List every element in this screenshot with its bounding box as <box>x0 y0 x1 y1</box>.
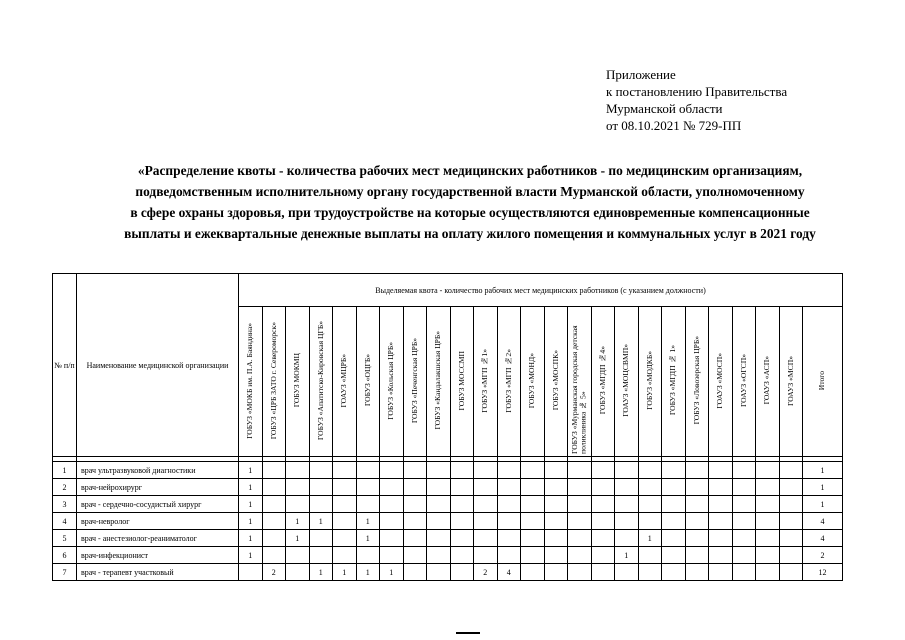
quota-cell: 1 <box>239 547 263 564</box>
quota-cell <box>380 479 404 496</box>
quota-cell <box>779 462 803 479</box>
quota-cell <box>450 513 474 530</box>
quota-cell <box>568 479 592 496</box>
quota-cell <box>356 462 380 479</box>
org-column-header <box>356 307 380 457</box>
quota-cell <box>685 513 709 530</box>
quota-cell <box>474 479 498 496</box>
total-column-header <box>803 307 843 457</box>
quota-cell <box>544 496 568 513</box>
quota-cell <box>262 513 286 530</box>
quota-cell <box>756 479 780 496</box>
row-total: 1 <box>803 462 843 479</box>
quota-cell <box>333 530 357 547</box>
quota-cell <box>779 479 803 496</box>
quota-cell <box>685 530 709 547</box>
position-name: врач - терапевт участковый <box>77 564 239 581</box>
org-column-header <box>521 307 545 457</box>
quota-cell <box>309 547 333 564</box>
quota-cell <box>333 513 357 530</box>
quota-cell <box>732 547 756 564</box>
quota-cell <box>568 462 592 479</box>
quota-cell: 1 <box>239 462 263 479</box>
quota-cell <box>756 564 780 581</box>
quota-cell <box>521 547 545 564</box>
quota-cell <box>779 513 803 530</box>
quota-cell <box>380 462 404 479</box>
quota-cell <box>732 479 756 496</box>
quota-cell <box>544 547 568 564</box>
org-column-label: ГОБУЗ «Кольская ЦРБ» <box>386 341 395 420</box>
quota-cell <box>685 462 709 479</box>
position-name: врач-нейрохирург <box>77 479 239 496</box>
quota-cell <box>403 462 427 479</box>
document-title <box>60 160 880 244</box>
quota-cell <box>497 513 521 530</box>
quota-cell: 1 <box>309 513 333 530</box>
page-footer-mark <box>456 632 480 634</box>
org-column-label: ГОБУЗ «ОЦГБ» <box>362 354 372 407</box>
org-column-header <box>615 307 639 457</box>
quota-cell <box>286 496 310 513</box>
quota-cell <box>544 479 568 496</box>
org-column-header <box>756 307 780 457</box>
quota-cell: 1 <box>239 479 263 496</box>
row-number: 3 <box>53 496 77 513</box>
quota-cell <box>380 530 404 547</box>
quota-cell <box>309 479 333 496</box>
quota-cell <box>427 479 451 496</box>
quota-cell <box>756 513 780 530</box>
quota-cell: 1 <box>380 564 404 581</box>
org-column-header <box>591 307 615 457</box>
quota-cell <box>497 496 521 513</box>
quota-cell <box>709 496 733 513</box>
row-number: 4 <box>53 513 77 530</box>
org-column-label: ГОБУЗ «МГДП № 1» <box>668 345 677 416</box>
org-column-header <box>380 307 404 457</box>
quota-cell <box>427 513 451 530</box>
org-column-label: ГОБУЗ «Ловозерская ЦРБ» <box>691 336 701 425</box>
table-row <box>53 462 843 479</box>
quota-cell <box>638 462 662 479</box>
quota-cell <box>779 547 803 564</box>
quota-cell: 1 <box>309 564 333 581</box>
quota-cell <box>380 496 404 513</box>
org-column-header <box>309 307 333 457</box>
quota-cell <box>591 513 615 530</box>
row-total: 2 <box>803 547 843 564</box>
name-header: Наименование медицинской организации <box>77 274 239 457</box>
quota-cell <box>662 462 686 479</box>
quota-cell <box>474 496 498 513</box>
quota-cell <box>286 564 310 581</box>
org-column-label: ГОБУЗ «ЦРБ ЗАТО г. Североморск» <box>268 321 278 440</box>
quota-cell <box>427 496 451 513</box>
quota-cell <box>403 530 427 547</box>
quota-cell <box>521 530 545 547</box>
quota-cell <box>427 462 451 479</box>
quota-cell <box>709 564 733 581</box>
quota-cell <box>403 564 427 581</box>
org-column-header <box>403 307 427 457</box>
quota-cell <box>521 564 545 581</box>
row-number: 1 <box>53 462 77 479</box>
quota-cell <box>521 462 545 479</box>
org-column-label: ГОБУЗ «МГДП №4» <box>597 346 607 415</box>
org-column-header <box>779 307 803 457</box>
header-row-top <box>53 274 843 307</box>
org-column-header <box>497 307 521 457</box>
quota-cell <box>615 513 639 530</box>
org-column-header <box>474 307 498 457</box>
quota-cell: 1 <box>615 547 639 564</box>
quota-cell <box>638 513 662 530</box>
quota-cell <box>709 530 733 547</box>
quota-cell: 1 <box>239 530 263 547</box>
quota-cell <box>568 530 592 547</box>
quota-cell <box>591 479 615 496</box>
quota-cell <box>333 496 357 513</box>
table-row <box>53 530 843 547</box>
position-name: врач - сердечно-сосудистый хирург <box>77 496 239 513</box>
quota-cell <box>732 564 756 581</box>
org-column-header <box>685 307 709 457</box>
quota-cell <box>568 513 592 530</box>
table-row <box>53 479 843 496</box>
quota-cell <box>286 462 310 479</box>
org-column-label: ГОАУЗ «МОЦСВМП» <box>621 344 630 417</box>
quota-cell <box>427 547 451 564</box>
quota-cell <box>709 513 733 530</box>
quota-cell: 1 <box>638 530 662 547</box>
quota-cell <box>756 496 780 513</box>
quota-cell <box>521 513 545 530</box>
quota-cell <box>356 479 380 496</box>
quota-cell <box>756 462 780 479</box>
quota-cell <box>638 479 662 496</box>
quota-cell <box>262 530 286 547</box>
quota-cell: 2 <box>474 564 498 581</box>
quota-cell <box>638 496 662 513</box>
quota-cell <box>732 462 756 479</box>
quota-cell <box>333 462 357 479</box>
org-column-label: ГОБУЗ «МОСПК» <box>550 350 560 411</box>
quota-cell <box>615 496 639 513</box>
quota-cell <box>591 530 615 547</box>
org-column-label: ГОБУЗ «МОКБ им. П.А. Баяндина» <box>245 322 254 439</box>
quota-cell <box>474 513 498 530</box>
org-column-label: ГОБУЗ «МОДКБ» <box>644 351 654 410</box>
quota-cell <box>638 564 662 581</box>
quota-cell <box>521 479 545 496</box>
org-column-header <box>450 307 474 457</box>
position-name: врач - анестезиолог-реаниматолог <box>77 530 239 547</box>
quota-cell <box>450 564 474 581</box>
table-body <box>53 457 843 581</box>
quota-cell <box>286 547 310 564</box>
quota-cell: 1 <box>356 564 380 581</box>
quota-cell <box>450 547 474 564</box>
quota-cell <box>568 564 592 581</box>
quota-cell <box>497 462 521 479</box>
org-column-header <box>709 307 733 457</box>
org-column-label: ГОБУЗ «Кандалакшская ЦРБ» <box>433 331 442 430</box>
org-column-header <box>638 307 662 457</box>
quota-cell <box>544 564 568 581</box>
row-number: 5 <box>53 530 77 547</box>
appendix-line: Приложение <box>606 67 676 82</box>
org-column-header <box>427 307 451 457</box>
org-column-label: ГОБУЗ «Печенгская ЦРБ» <box>409 337 419 424</box>
quota-cell <box>403 496 427 513</box>
org-column-label: ГОБУЗ МОКМЦ <box>292 353 301 408</box>
org-column-header <box>333 307 357 457</box>
row-total: 4 <box>803 530 843 547</box>
quota-cell <box>591 564 615 581</box>
quota-cell: 1 <box>239 513 263 530</box>
quota-cell <box>638 547 662 564</box>
quota-cell <box>544 462 568 479</box>
quota-cell <box>709 479 733 496</box>
quota-cell <box>309 496 333 513</box>
quota-cell: 1 <box>333 564 357 581</box>
appendix-block <box>606 66 787 134</box>
position-name: врач-инфекционист <box>77 547 239 564</box>
title-line: выплаты и ежеквартальные денежные выплаты на оплату жилого помещения и коммунальных услуг в 2021 году <box>124 226 816 241</box>
quota-cell <box>356 496 380 513</box>
quota-cell <box>450 530 474 547</box>
quota-cell <box>262 479 286 496</box>
title-line: в сфере охраны здоровья, при трудоустройстве на которые осуществляются единовременные компенсационные <box>130 205 810 220</box>
position-name: врач-невролог <box>77 513 239 530</box>
quota-cell <box>544 513 568 530</box>
org-column-header <box>662 307 686 457</box>
quota-cell <box>497 479 521 496</box>
quota-cell: 1 <box>356 513 380 530</box>
quota-cell <box>615 564 639 581</box>
quota-cell <box>662 496 686 513</box>
title-line: «Распределение квоты - количества рабочих мест медицинских работников - по медицинским организациям, <box>137 163 803 178</box>
quota-cell <box>591 496 615 513</box>
org-column-label: ГОАУЗ «МОСП» <box>715 352 724 409</box>
quota-cell <box>497 547 521 564</box>
quota-cell <box>403 547 427 564</box>
quota-header: Выделяемая квота - количество рабочих мест медицинских работников (с указанием должности) <box>239 274 843 307</box>
org-column-label: ГОБУЗ «МОНД» <box>527 352 536 409</box>
quota-cell <box>615 479 639 496</box>
quota-cell <box>615 462 639 479</box>
quota-cell <box>591 462 615 479</box>
position-name: врач ультразвуковой диагностики <box>77 462 239 479</box>
org-column-label: ГОАУЗ «ОГСП» <box>738 353 748 408</box>
quota-cell <box>685 496 709 513</box>
quota-cell <box>403 513 427 530</box>
org-column-label: ГОБУЗ «Апатитско-Кировская ЦГБ» <box>315 320 325 441</box>
quota-cell <box>521 496 545 513</box>
org-column-label: ГОАУЗ «МСП» <box>785 355 795 406</box>
quota-cell <box>262 462 286 479</box>
org-column-label: ГОБУЗ «Мурманская городская детская поликлиника № 5» <box>569 324 588 454</box>
org-column-label: ГОБУЗ МОССМП <box>456 350 466 411</box>
quota-cell <box>450 462 474 479</box>
quota-cell <box>732 513 756 530</box>
org-column-label: ГОБУЗ «МГП №1» <box>480 348 489 413</box>
row-total: 1 <box>803 496 843 513</box>
quota-cell <box>662 564 686 581</box>
quota-cell <box>756 530 780 547</box>
org-column-header <box>568 307 592 457</box>
row-total: 12 <box>803 564 843 581</box>
table-row <box>53 496 843 513</box>
appendix-line: к постановлению Правительства <box>606 84 788 99</box>
quota-cell <box>474 462 498 479</box>
quota-cell: 1 <box>286 513 310 530</box>
quota-cell <box>779 530 803 547</box>
quota-cell <box>568 547 592 564</box>
quota-cell <box>309 462 333 479</box>
quota-cell <box>427 530 451 547</box>
quota-cell <box>662 547 686 564</box>
quota-cell: 4 <box>497 564 521 581</box>
quota-cell <box>591 547 615 564</box>
quota-cell <box>662 530 686 547</box>
org-column-header <box>239 307 263 457</box>
quota-cell <box>685 547 709 564</box>
quota-cell: 1 <box>286 530 310 547</box>
quota-cell <box>356 547 380 564</box>
quota-cell: 1 <box>239 496 263 513</box>
quota-cell <box>427 564 451 581</box>
org-column-header <box>544 307 568 457</box>
org-column-header <box>286 307 310 457</box>
quota-cell <box>568 496 592 513</box>
row-number: 2 <box>53 479 77 496</box>
quota-cell <box>239 564 263 581</box>
quota-cell <box>662 513 686 530</box>
org-column-header <box>262 307 286 457</box>
quota-cell <box>450 479 474 496</box>
quota-cell <box>286 479 310 496</box>
quota-cell <box>685 564 709 581</box>
quota-cell <box>333 479 357 496</box>
quota-cell <box>333 547 357 564</box>
quota-cell: 2 <box>262 564 286 581</box>
quota-table <box>52 273 843 581</box>
quota-cell <box>403 479 427 496</box>
org-column-header <box>732 307 756 457</box>
quota-cell <box>474 547 498 564</box>
row-total: 1 <box>803 479 843 496</box>
quota-cell <box>380 547 404 564</box>
quota-cell <box>709 547 733 564</box>
quota-cell <box>380 513 404 530</box>
table-row <box>53 513 843 530</box>
total-column-label: Итого <box>817 370 827 391</box>
quota-cell <box>685 479 709 496</box>
quota-cell <box>779 496 803 513</box>
quota-cell <box>450 496 474 513</box>
quota-cell <box>262 496 286 513</box>
row-total: 4 <box>803 513 843 530</box>
org-column-label: ГОБУЗ «МГП №2» <box>503 348 513 413</box>
appendix-line: Мурманской области <box>606 101 723 116</box>
title-line: подведомственным исполнительному органу государственной власти Мурманской области, уполномоченному <box>135 184 805 199</box>
org-column-label: ГОАУЗ «АСП» <box>762 356 771 405</box>
org-column-label: ГОАУЗ «МЦРБ» <box>339 353 348 408</box>
quota-cell <box>615 530 639 547</box>
table-row <box>53 564 843 581</box>
quota-cell <box>779 564 803 581</box>
quota-cell: 1 <box>356 530 380 547</box>
quota-cell <box>732 496 756 513</box>
appendix-line: от 08.10.2021 № 729-ПП <box>606 118 742 133</box>
quota-cell <box>309 530 333 547</box>
quota-cell <box>662 479 686 496</box>
quota-cell <box>262 547 286 564</box>
quota-cell <box>544 530 568 547</box>
num-header: № п/п <box>53 274 77 457</box>
quota-cell <box>474 530 498 547</box>
quota-cell <box>732 530 756 547</box>
row-number: 7 <box>53 564 77 581</box>
table-row <box>53 547 843 564</box>
row-number: 6 <box>53 547 77 564</box>
quota-cell <box>497 530 521 547</box>
quota-cell <box>709 462 733 479</box>
quota-cell <box>756 547 780 564</box>
